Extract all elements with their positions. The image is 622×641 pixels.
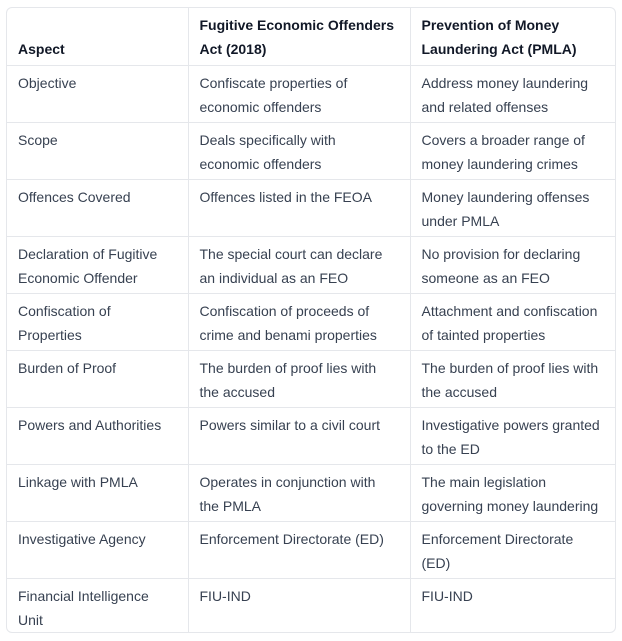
cell-feoa: Offences listed in the FEOA bbox=[188, 180, 410, 237]
cell-pmla: No provision for declaring someone as an FEO bbox=[410, 237, 616, 294]
cell-feoa: Confiscate properties of economic offenders bbox=[188, 66, 410, 123]
cell-aspect: Offences Covered bbox=[18, 189, 131, 205]
header-pmla: Prevention of Money Laundering Act (PMLA) bbox=[410, 8, 616, 66]
table-row bbox=[7, 123, 616, 180]
cell-feoa: Confiscation of proceeds of crime and benami properties bbox=[188, 294, 410, 351]
cell-pmla: The burden of proof lies with the accused bbox=[410, 351, 616, 408]
cell-aspect: Powers and Authorities bbox=[18, 417, 162, 433]
cell-aspect: Financial Intelligence Unit bbox=[18, 588, 149, 628]
cell-aspect: Investigative Agency bbox=[18, 531, 146, 547]
cell-pmla: Money laundering offenses under PMLA bbox=[410, 180, 616, 237]
cell-feoa: FIU-IND bbox=[188, 579, 410, 634]
table-row bbox=[7, 522, 616, 579]
cell-aspect: Burden of Proof bbox=[18, 360, 117, 376]
cell-aspect: Linkage with PMLA bbox=[18, 474, 138, 490]
cell-pmla: FIU-IND bbox=[410, 579, 616, 634]
table-row bbox=[7, 351, 616, 408]
cell-pmla: Covers a broader range of money laundering crimes bbox=[410, 123, 616, 180]
table-row bbox=[7, 66, 616, 123]
cell-aspect: Objective bbox=[18, 75, 77, 91]
cell-pmla: Investigative powers granted to the ED bbox=[410, 408, 616, 465]
cell-pmla: Attachment and confiscation of tainted properties bbox=[410, 294, 616, 351]
table-row bbox=[7, 237, 616, 294]
table-row bbox=[7, 180, 616, 237]
table-header-row bbox=[7, 8, 616, 66]
cell-pmla: Address money laundering and related offenses bbox=[410, 66, 616, 123]
header-feoa: Fugitive Economic Offenders Act (2018) bbox=[188, 8, 410, 66]
cell-aspect: Declaration of Fugitive Economic Offender bbox=[18, 246, 158, 286]
table-row bbox=[7, 294, 616, 351]
cell-feoa: Enforcement Directorate (ED) bbox=[188, 522, 410, 579]
comparison-table-container bbox=[6, 7, 616, 633]
table-row bbox=[7, 579, 616, 634]
table-row bbox=[7, 408, 616, 465]
cell-feoa: Powers similar to a civil court bbox=[188, 408, 410, 465]
cell-feoa: The special court can declare an individual as an FEO bbox=[188, 237, 410, 294]
header-aspect: Aspect bbox=[18, 41, 65, 57]
cell-feoa: Operates in conjunction with the PMLA bbox=[188, 465, 410, 522]
comparison-table bbox=[7, 8, 616, 633]
cell-aspect: Scope bbox=[18, 132, 58, 148]
cell-pmla: The main legislation governing money laundering bbox=[410, 465, 616, 522]
cell-pmla: Enforcement Directorate (ED) bbox=[410, 522, 616, 579]
cell-feoa: Deals specifically with economic offenders bbox=[188, 123, 410, 180]
table-row bbox=[7, 465, 616, 522]
cell-aspect: Confiscation of Properties bbox=[18, 303, 111, 343]
cell-feoa: The burden of proof lies with the accused bbox=[188, 351, 410, 408]
